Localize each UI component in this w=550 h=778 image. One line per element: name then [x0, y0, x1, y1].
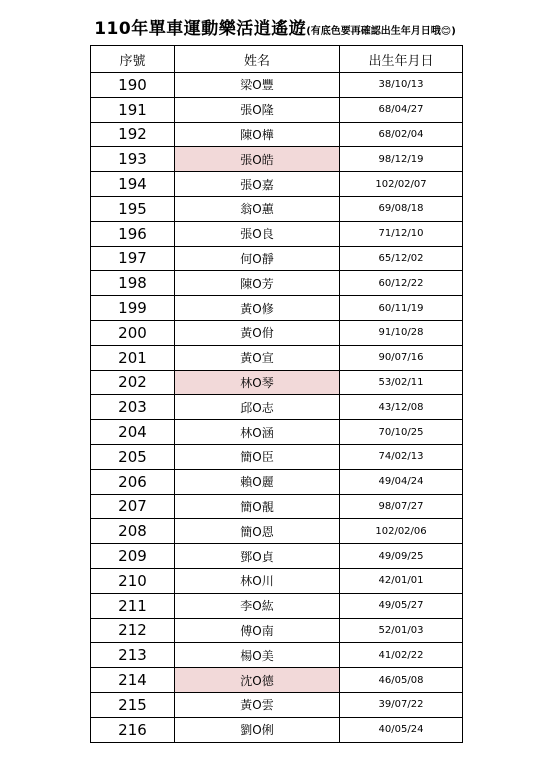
table-row: [91, 221, 463, 246]
row-number: 190: [91, 73, 175, 98]
table-row: [91, 717, 463, 742]
table-row: [91, 692, 463, 717]
table-row: [91, 593, 463, 618]
table-row: [91, 395, 463, 420]
row-name: 傅O南: [175, 618, 340, 643]
row-number: 202: [91, 370, 175, 395]
table-row: [91, 519, 463, 544]
row-birthdate: 53/02/11: [340, 370, 463, 395]
table-row: [91, 469, 463, 494]
row-number: 195: [91, 196, 175, 221]
row-number: 192: [91, 122, 175, 147]
participant-table: [90, 45, 463, 743]
table-row: [91, 246, 463, 271]
table-header-row: [91, 46, 463, 73]
row-name: 張O良: [175, 221, 340, 246]
row-birthdate: 49/09/25: [340, 544, 463, 569]
header-birth: 出生年月日: [340, 46, 463, 73]
row-number: 216: [91, 717, 175, 742]
row-number: 197: [91, 246, 175, 271]
row-birthdate: 43/12/08: [340, 395, 463, 420]
row-name: 楊O美: [175, 643, 340, 668]
row-birthdate: 41/02/22: [340, 643, 463, 668]
table-row: [91, 296, 463, 321]
row-birthdate: 49/04/24: [340, 469, 463, 494]
table-row: [91, 97, 463, 122]
row-name: 黃O雲: [175, 692, 340, 717]
row-number: 193: [91, 147, 175, 172]
row-name: 梁O豐: [175, 73, 340, 98]
table-row: [91, 320, 463, 345]
row-birthdate: 90/07/16: [340, 345, 463, 370]
row-name: 林O涵: [175, 420, 340, 445]
row-name: 張O嘉: [175, 172, 340, 197]
table-row: [91, 147, 463, 172]
row-number: 211: [91, 593, 175, 618]
table-body: [91, 73, 463, 743]
row-number: 207: [91, 494, 175, 519]
row-number: 191: [91, 97, 175, 122]
table-row: [91, 544, 463, 569]
row-name: 林O川: [175, 568, 340, 593]
title-note: (有底色要再確認出生年月日哦😊): [306, 26, 456, 37]
row-birthdate: 71/12/10: [340, 221, 463, 246]
row-name: 鄧O貞: [175, 544, 340, 569]
row-name: 簡O恩: [175, 519, 340, 544]
row-number: 201: [91, 345, 175, 370]
row-name: 林O琴: [175, 370, 340, 395]
row-name: 張O隆: [175, 97, 340, 122]
table-row: [91, 73, 463, 98]
row-number: 213: [91, 643, 175, 668]
row-birthdate: 102/02/06: [340, 519, 463, 544]
row-name: 陳O芳: [175, 271, 340, 296]
row-number: 194: [91, 172, 175, 197]
table-row: [91, 444, 463, 469]
row-birthdate: 40/05/24: [340, 717, 463, 742]
row-birthdate: 68/02/04: [340, 122, 463, 147]
table-row: [91, 172, 463, 197]
row-birthdate: 98/12/19: [340, 147, 463, 172]
row-number: 209: [91, 544, 175, 569]
row-number: 210: [91, 568, 175, 593]
row-birthdate: 60/12/22: [340, 271, 463, 296]
title-main: 110年單車運動樂活逍遙遊: [94, 19, 307, 39]
row-birthdate: 49/05/27: [340, 593, 463, 618]
row-birthdate: 102/02/07: [340, 172, 463, 197]
table-row: [91, 494, 463, 519]
row-name: 沈O德: [175, 668, 340, 693]
row-number: 206: [91, 469, 175, 494]
row-birthdate: 38/10/13: [340, 73, 463, 98]
row-name: 簡O臣: [175, 444, 340, 469]
row-birthdate: 42/01/01: [340, 568, 463, 593]
row-number: 208: [91, 519, 175, 544]
table-row: [91, 196, 463, 221]
row-name: 陳O樺: [175, 122, 340, 147]
table-row: [91, 370, 463, 395]
row-name: 李O紘: [175, 593, 340, 618]
row-number: 203: [91, 395, 175, 420]
row-birthdate: 91/10/28: [340, 320, 463, 345]
table-row: [91, 122, 463, 147]
row-birthdate: 60/11/19: [340, 296, 463, 321]
header-name: 姓名: [175, 46, 340, 73]
row-birthdate: 65/12/02: [340, 246, 463, 271]
table-row: [91, 568, 463, 593]
row-number: 205: [91, 444, 175, 469]
row-name: 黃O佾: [175, 320, 340, 345]
row-birthdate: 69/08/18: [340, 196, 463, 221]
row-name: 張O皓: [175, 147, 340, 172]
row-name: 黃O修: [175, 296, 340, 321]
row-number: 199: [91, 296, 175, 321]
row-number: 200: [91, 320, 175, 345]
table-row: [91, 345, 463, 370]
table-row: [91, 271, 463, 296]
row-name: 賴O麗: [175, 469, 340, 494]
row-birthdate: 39/07/22: [340, 692, 463, 717]
table-row: [91, 618, 463, 643]
row-name: 劉O俐: [175, 717, 340, 742]
row-birthdate: 46/05/08: [340, 668, 463, 693]
row-birthdate: 68/04/27: [340, 97, 463, 122]
table-row: [91, 420, 463, 445]
page-title: [0, 14, 550, 39]
row-name: 簡O靚: [175, 494, 340, 519]
row-name: 何O靜: [175, 246, 340, 271]
row-name: 邱O志: [175, 395, 340, 420]
row-number: 196: [91, 221, 175, 246]
row-number: 212: [91, 618, 175, 643]
row-number: 215: [91, 692, 175, 717]
row-name: 黃O宣: [175, 345, 340, 370]
row-number: 214: [91, 668, 175, 693]
table-row: [91, 643, 463, 668]
row-number: 204: [91, 420, 175, 445]
header-no: 序號: [91, 46, 175, 73]
row-number: 198: [91, 271, 175, 296]
row-birthdate: 52/01/03: [340, 618, 463, 643]
row-birthdate: 74/02/13: [340, 444, 463, 469]
row-birthdate: 70/10/25: [340, 420, 463, 445]
table-row: [91, 668, 463, 693]
row-name: 翁O蕙: [175, 196, 340, 221]
row-birthdate: 98/07/27: [340, 494, 463, 519]
